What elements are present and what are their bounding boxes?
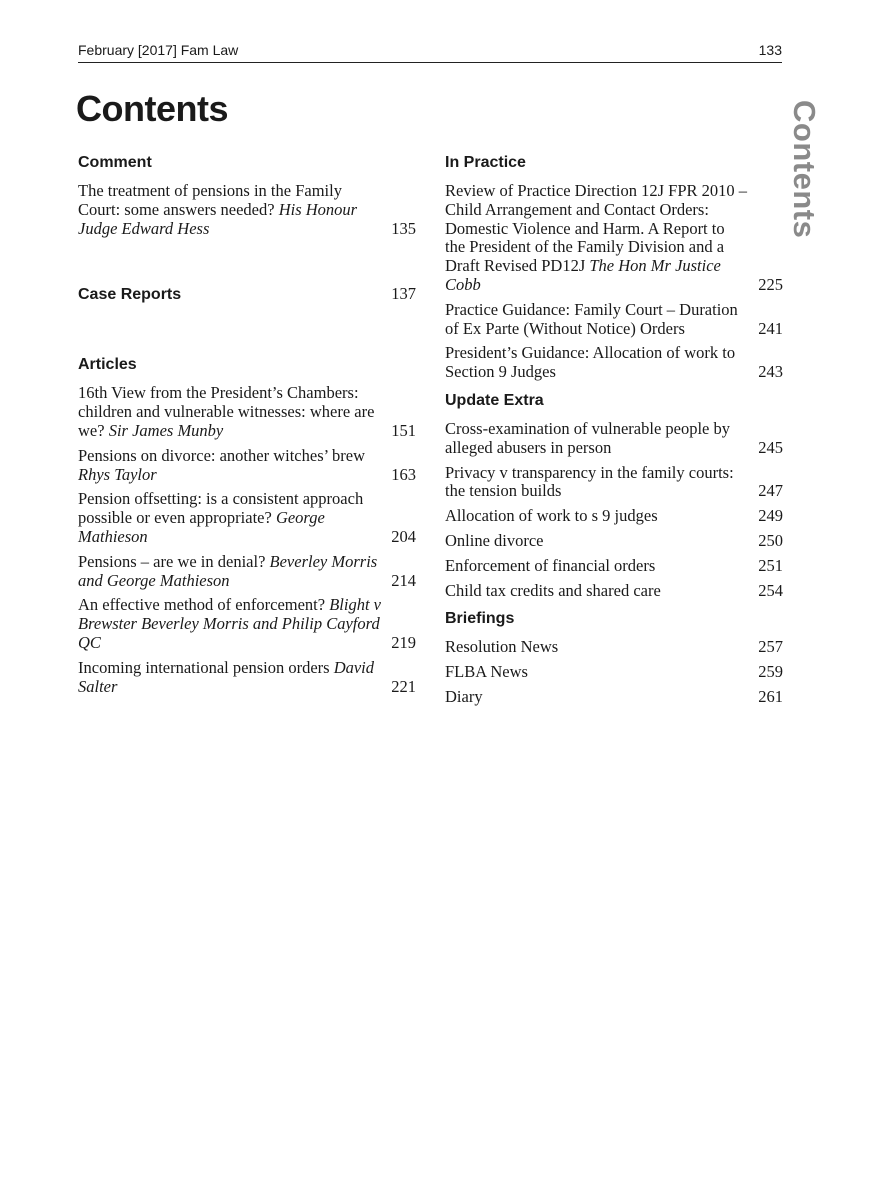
entry-author: Beverley Morris and George Mathieson — [78, 551, 378, 590]
section-heading: Briefings — [445, 610, 515, 628]
toc-entry[interactable] — [78, 553, 416, 591]
entry-author: George Mathieson — [78, 508, 325, 546]
entry-author: The Hon Mr Justice Cobb — [445, 256, 721, 294]
entry-page: 214 — [391, 570, 416, 590]
entry-page: 261 — [758, 686, 783, 706]
section-heading: Update Extra — [445, 391, 544, 409]
toc-entry[interactable] — [78, 447, 416, 485]
toc-entry[interactable] — [78, 659, 416, 697]
toc-entry[interactable] — [445, 182, 783, 295]
entry-page: 250 — [758, 530, 783, 550]
page-title: Contents — [76, 88, 228, 129]
entry-page: 204 — [391, 526, 416, 546]
entry-page: 221 — [391, 676, 416, 696]
entry-title: Resolution News — [445, 637, 559, 657]
section-heading: Comment — [78, 154, 152, 171]
entry-page: 247 — [758, 481, 783, 501]
entry-title: Incoming international pension orders — [78, 657, 330, 677]
toc-entry-text — [78, 596, 391, 652]
entry-title: President’s Guidance: Allocation of work to Section 9 Judges — [445, 343, 736, 382]
entry-page: 151 — [391, 420, 416, 440]
entry-page: 225 — [758, 274, 783, 294]
section-comment — [78, 154, 416, 238]
entry-author: Sir James Munby — [108, 420, 224, 440]
toc-entry-text — [445, 344, 758, 382]
toc-entry-text — [78, 659, 391, 697]
toc-entry[interactable] — [445, 301, 783, 339]
toc-entry[interactable] — [445, 663, 783, 682]
entry-page: 245 — [758, 437, 783, 457]
toc-entry-text — [445, 301, 758, 339]
section-update-extra — [445, 392, 783, 600]
section-case-reports[interactable] — [78, 284, 416, 304]
entry-title: An effective method of enforcement? — [78, 595, 326, 615]
section-heading: In Practice — [445, 154, 526, 171]
page-number: 133 — [758, 42, 782, 58]
entry-title: The treatment of pensions in the Family Court: some answers needed? — [78, 181, 342, 219]
section-articles — [78, 356, 416, 696]
entry-author: David Salter — [78, 657, 375, 696]
entry-page: 249 — [758, 506, 783, 526]
entry-page: 251 — [758, 555, 783, 575]
entry-title: Enforcement of financial orders — [445, 555, 656, 575]
toc-entry-text — [445, 182, 758, 295]
toc-entry-text — [78, 490, 391, 546]
entry-page: 241 — [758, 318, 783, 338]
entry-title: Pensions on divorce: another witches’ brew — [78, 445, 365, 465]
toc-entry[interactable] — [78, 384, 416, 440]
entry-title: Privacy v transparency in the family courts: the tension builds — [445, 462, 734, 501]
entry-author: His Honour Judge Edward Hess — [78, 199, 358, 238]
toc-entry[interactable] — [445, 638, 783, 657]
section-heading: Case Reports — [78, 286, 182, 304]
toc-entry[interactable] — [78, 490, 416, 546]
toc-entry-text — [78, 182, 391, 238]
toc-entry-text — [78, 384, 391, 440]
toc-entry[interactable] — [445, 688, 783, 707]
toc-entry-text — [78, 553, 391, 591]
entry-page: 163 — [391, 464, 416, 484]
toc-entry[interactable] — [78, 182, 416, 238]
entry-author: Blight v Brewster Beverley Morris and Philip Cayford QC — [78, 595, 381, 652]
entry-page: 254 — [758, 580, 783, 600]
running-header — [78, 40, 782, 63]
toc-entry[interactable] — [445, 582, 783, 601]
entry-title: Diary — [445, 686, 483, 706]
left-column — [78, 154, 416, 702]
entry-title: Practice Guidance: Family Court – Duration of Ex Parte (Without Notice) Orders — [445, 299, 738, 338]
entry-author: Rhys Taylor — [78, 464, 157, 484]
section-briefings — [445, 610, 783, 706]
right-column — [445, 154, 783, 713]
toc-entry[interactable] — [445, 464, 783, 502]
entry-page: 135 — [391, 218, 416, 238]
entry-page: 243 — [758, 362, 783, 382]
entry-title: 16th View from the President’s Chambers: children and vulnerable witnesses: where are we? — [78, 383, 375, 440]
toc-entry[interactable] — [445, 344, 783, 382]
entry-page: 259 — [758, 662, 783, 682]
section-in-practice — [445, 154, 783, 382]
entry-title: Pension offsetting: is a consistent approach possible or even appropriate? — [78, 489, 364, 528]
entry-title: Online divorce — [445, 530, 544, 550]
entry-title: Cross-examination of vulnerable people by alleged abusers in person — [445, 418, 731, 457]
entry-title: Pensions – are we in denial? — [78, 551, 266, 571]
journal-issue: February [2017] Fam Law — [78, 42, 239, 58]
toc-entry[interactable] — [445, 557, 783, 576]
entry-title: Allocation of work to s 9 judges — [445, 506, 658, 526]
toc-entry[interactable] — [445, 532, 783, 551]
toc-entry-text — [78, 447, 391, 485]
entry-page: 257 — [758, 637, 783, 657]
entry-title: FLBA News — [445, 662, 528, 682]
entry-page: 137 — [391, 284, 416, 304]
section-heading: Articles — [78, 356, 137, 374]
toc-entry[interactable] — [445, 507, 783, 526]
entry-title: Review of Practice Direction 12J FPR 2010 – Child Arrangement and Contact Orders: Domestic Violence and Harm. A Report to the President of the Family Division and a Draft Revised PD12J — [445, 181, 747, 276]
section-side-tab: Contents — [787, 100, 822, 239]
toc-entry[interactable] — [445, 420, 783, 458]
entry-title: Child tax credits and shared care — [445, 580, 661, 600]
entry-page: 219 — [391, 632, 416, 652]
toc-entry[interactable] — [78, 596, 416, 652]
